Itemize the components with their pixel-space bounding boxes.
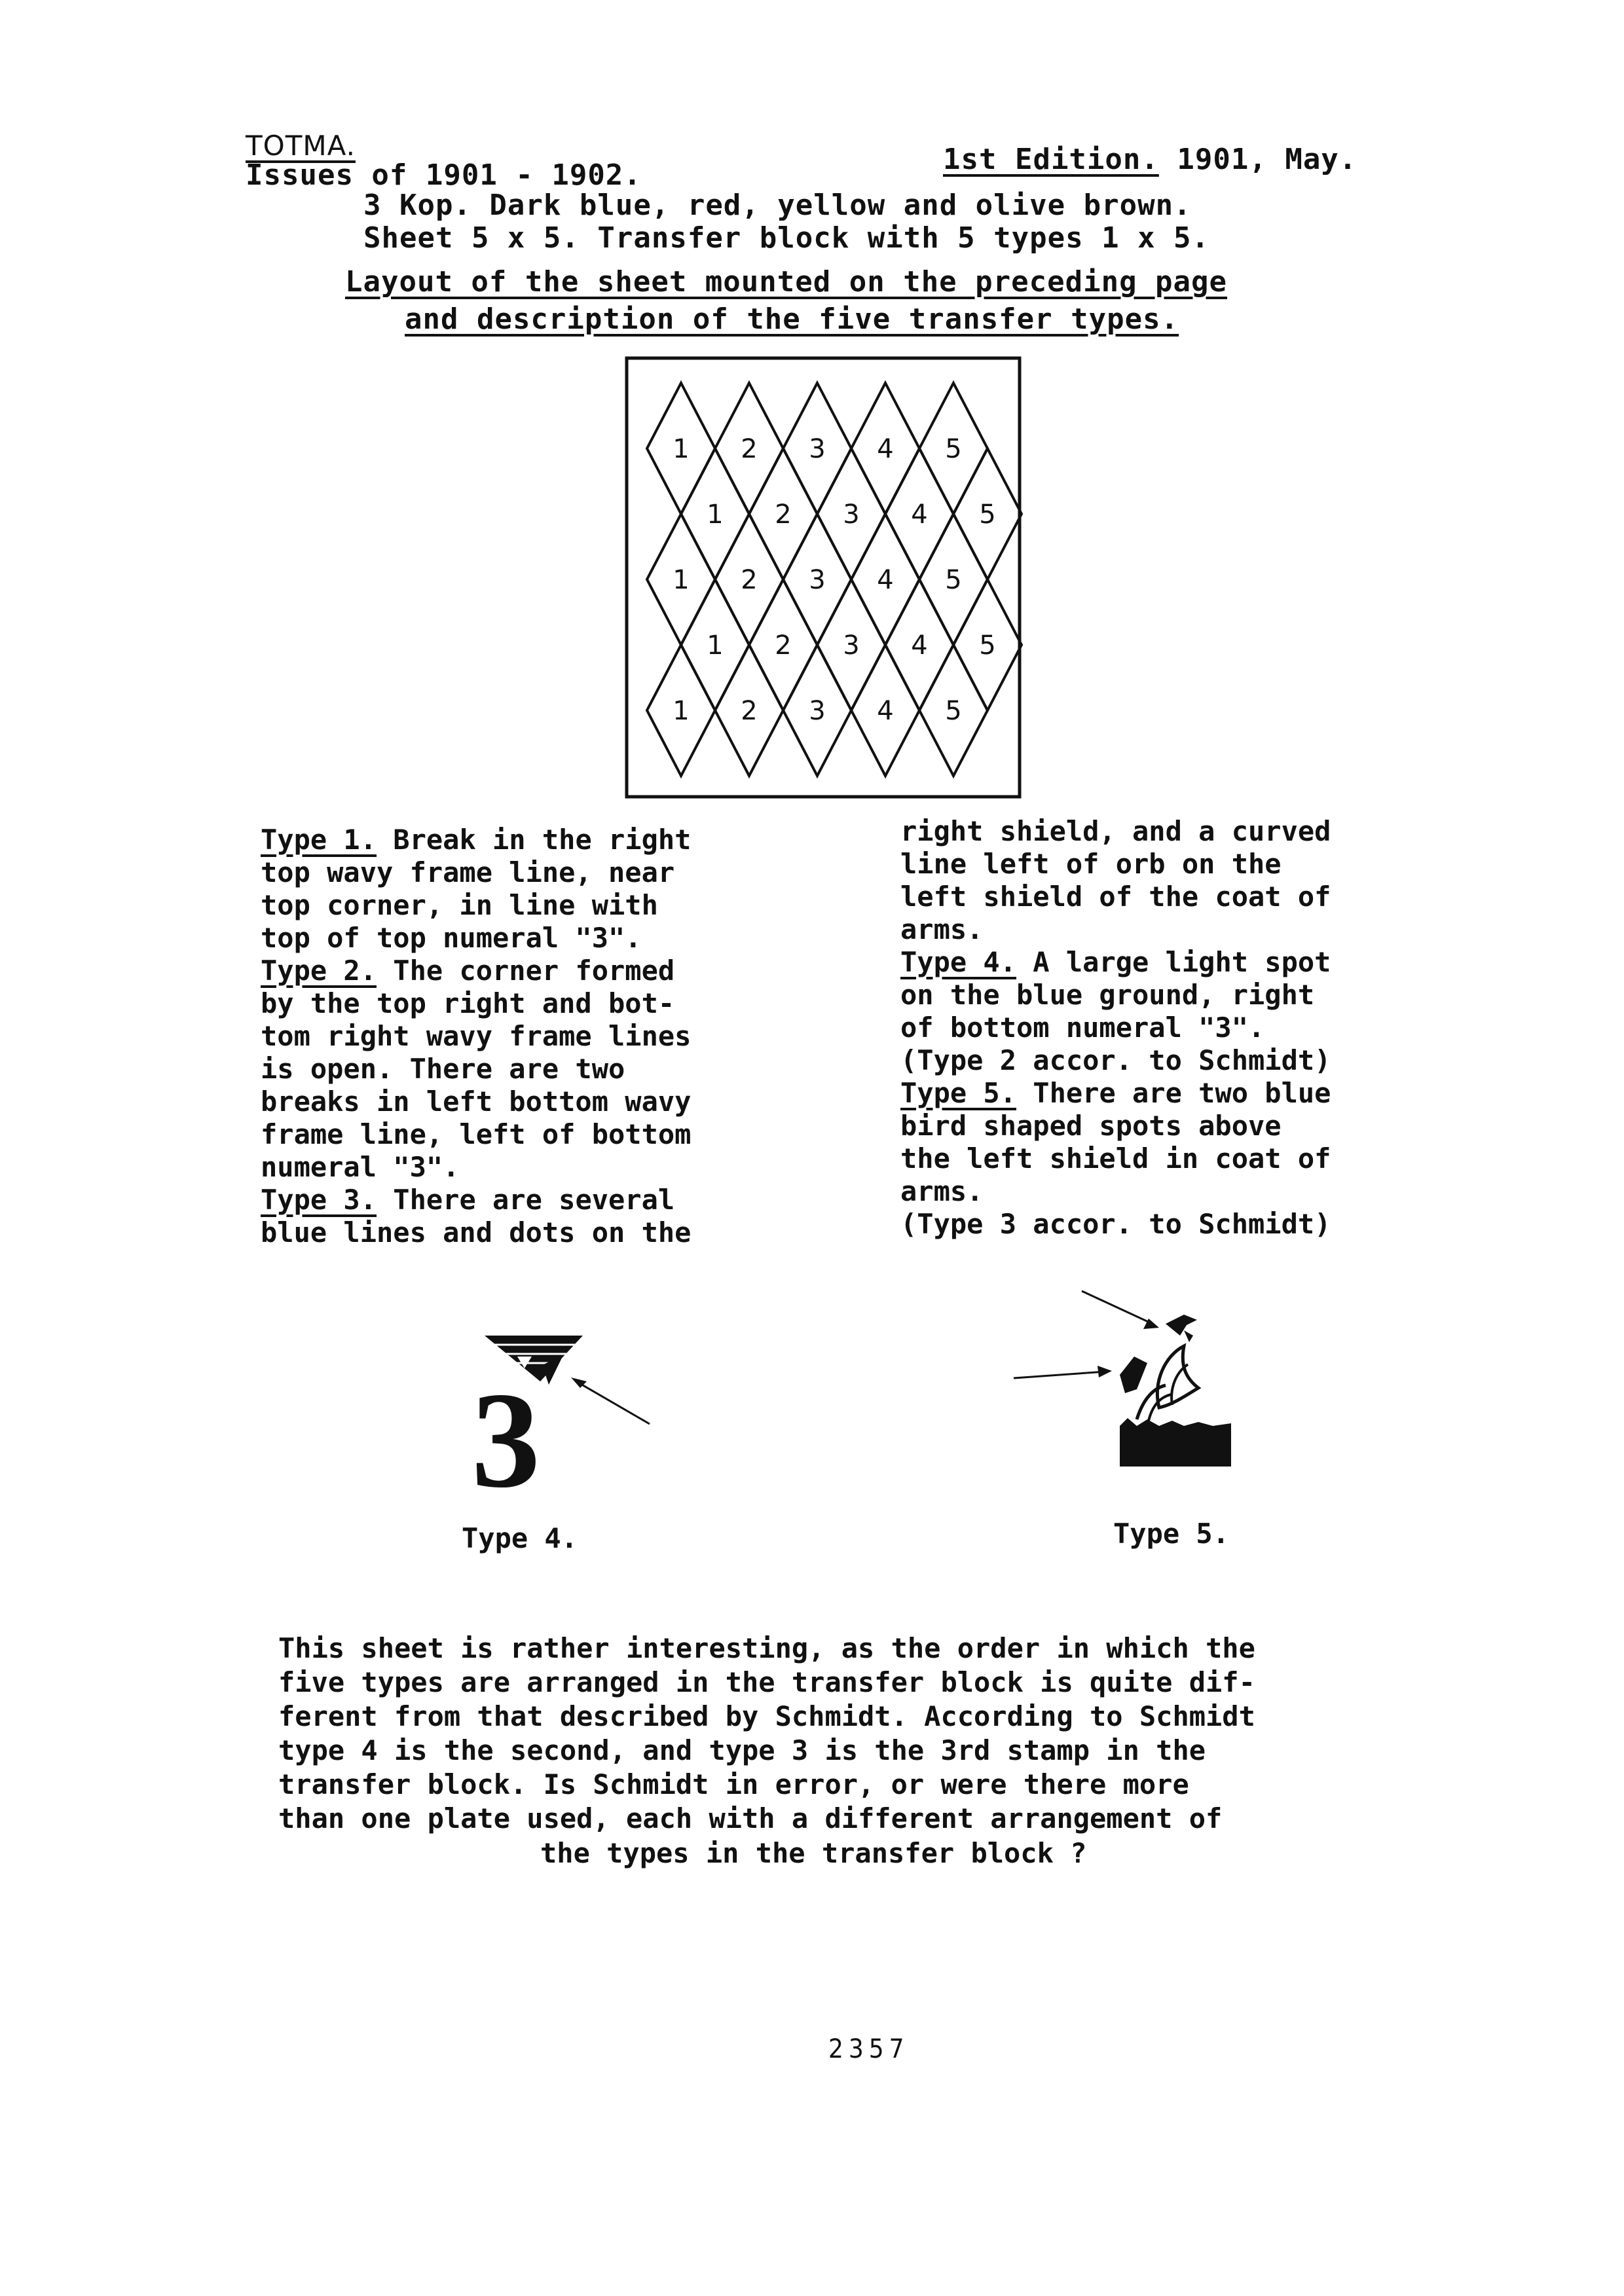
type4-line: (Type 2 accor. to Schmidt) [900, 1044, 1331, 1076]
type4-first-line [900, 946, 1418, 979]
type2-line: by the top right and bot- [261, 987, 675, 1019]
right-column [900, 815, 1418, 1241]
diamond-label: 2 [741, 434, 758, 464]
type3-label: Type 3. [261, 1184, 377, 1216]
diamond-label: 3 [843, 630, 860, 661]
type3-continued-line: right shield, and a curved [900, 815, 1331, 847]
diamond-label: 2 [775, 630, 792, 661]
type2-first-line [261, 955, 766, 987]
section-title-line1: Layout of the sheet mounted on the preceding page [345, 265, 1228, 299]
left-column [261, 824, 766, 1249]
sheet-layout-diagram [622, 354, 1028, 805]
type4-numeral: 3 [471, 1364, 540, 1506]
header-issues: Issues of 1901 - 1902. [246, 158, 642, 192]
diamond-label: 5 [945, 696, 962, 726]
diamond-label: 2 [741, 696, 758, 726]
type3-line: There are several [377, 1184, 675, 1216]
diamond-label: 3 [843, 500, 860, 530]
type5-caption: Type 5. [1113, 1518, 1230, 1550]
type1-line: Break in the right [377, 824, 692, 856]
type2-line: frame line, left of bottom [261, 1118, 692, 1150]
section-title-line2: and description of the five transfer types. [405, 302, 1179, 336]
diamond-label: 3 [809, 565, 826, 595]
closing-line: ferent from that described by Schmidt. According to Schmidt [278, 1700, 1255, 1732]
pointer-arrow-line [1082, 1291, 1153, 1324]
closing-last-line: the types in the transfer block ? [540, 1837, 1087, 1869]
header-edition [943, 143, 1357, 176]
header-place [246, 130, 356, 162]
type3-continued-line: left shield of the coat of [900, 881, 1331, 913]
type4-figure [458, 1322, 668, 1506]
type5-label: Type 5. [900, 1077, 1017, 1109]
closing-line: This sheet is rather interesting, as the order in which the [278, 1632, 1255, 1664]
header-sheet-desc: Sheet 5 x 5. Transfer block with 5 types 1 x 5. [363, 221, 1210, 255]
closing-paragraph [278, 1631, 1431, 1836]
diamond-label: 4 [911, 630, 928, 661]
diamond-label: 1 [673, 696, 690, 726]
type5-line: (Type 3 accor. to Schmidt) [900, 1208, 1331, 1240]
type4-line: of bottom numeral "3". [900, 1011, 1265, 1044]
diamond-label: 5 [979, 500, 996, 530]
type4-line: A large light spot [1016, 946, 1331, 978]
type2-line: numeral "3". [261, 1151, 460, 1183]
diamond-label: 4 [877, 696, 894, 726]
diamond-label: 5 [979, 630, 996, 661]
type1-label: Type 1. [261, 824, 377, 856]
type5-line: bird shaped spots above [900, 1110, 1282, 1142]
type3-continued-line: arms. [900, 913, 984, 945]
diamond-label: 2 [775, 500, 792, 530]
type4-line: on the blue ground, right [900, 979, 1315, 1011]
closing-line: type 4 is the second, and type 3 is the 3rd stamp in the [278, 1734, 1206, 1766]
type2-line: The corner formed [377, 955, 675, 987]
type1-line: top corner, in line with [261, 889, 658, 921]
type3-line: blue lines and dots on the [261, 1216, 692, 1248]
coat-of-arms-detail [1120, 1315, 1231, 1467]
closing-line: five types are arranged in the transfer block is quite dif- [278, 1666, 1255, 1698]
type1-first-line [261, 824, 766, 856]
type5-figure [1008, 1277, 1257, 1493]
type4-label: Type 4. [900, 946, 1017, 978]
edition-date: 1901, May. [1158, 143, 1357, 176]
type2-line: breaks in left bottom wavy [261, 1085, 692, 1118]
type5-first-line [900, 1077, 1418, 1110]
type3-first-line [261, 1184, 766, 1216]
diamond-label: 3 [809, 434, 826, 464]
type5-line: the left shield in coat of [900, 1142, 1331, 1175]
diamond-label: 1 [707, 500, 724, 530]
place-name: TOTMA. [246, 130, 356, 162]
diamond-label: 3 [809, 696, 826, 726]
type5-line: There are two blue [1016, 1077, 1331, 1109]
diamond-labels [673, 434, 995, 726]
type1-line: top of top numeral "3". [261, 922, 642, 954]
diamond-label: 2 [741, 565, 758, 595]
diamond-label: 4 [877, 434, 894, 464]
type2-line: is open. There are two [261, 1053, 625, 1085]
diamond-label: 4 [911, 500, 928, 530]
diamond-label: 5 [945, 434, 962, 464]
pointer-arrow-line [576, 1381, 650, 1424]
type1-line: top wavy frame line, near [261, 856, 675, 888]
diamond-label: 1 [673, 434, 690, 464]
edition-label: 1st Edition. [943, 143, 1159, 176]
page-number: 2357 [828, 2034, 910, 2064]
diamond-grid [647, 383, 1022, 776]
type2-label: Type 2. [261, 955, 377, 987]
closing-line: transfer block. Is Schmidt in error, or were there more [278, 1768, 1189, 1800]
header-stamp-desc: 3 Kop. Dark blue, red, yellow and olive brown. [363, 189, 1192, 222]
closing-line: than one plate used, each with a different arrangement of [278, 1802, 1223, 1834]
diamond-label: 1 [707, 630, 724, 661]
diamond-label: 5 [945, 565, 962, 595]
type4-caption: Type 4. [462, 1522, 578, 1554]
pointer-arrow-line [1014, 1372, 1105, 1378]
type3-continued-line: line left of orb on the [900, 848, 1282, 880]
diamond-label: 4 [877, 565, 894, 595]
type5-line: arms. [900, 1175, 984, 1207]
type2-line: tom right wavy frame lines [261, 1020, 692, 1052]
arrow-head-icon [1098, 1366, 1112, 1377]
diamond-label: 1 [673, 565, 690, 595]
